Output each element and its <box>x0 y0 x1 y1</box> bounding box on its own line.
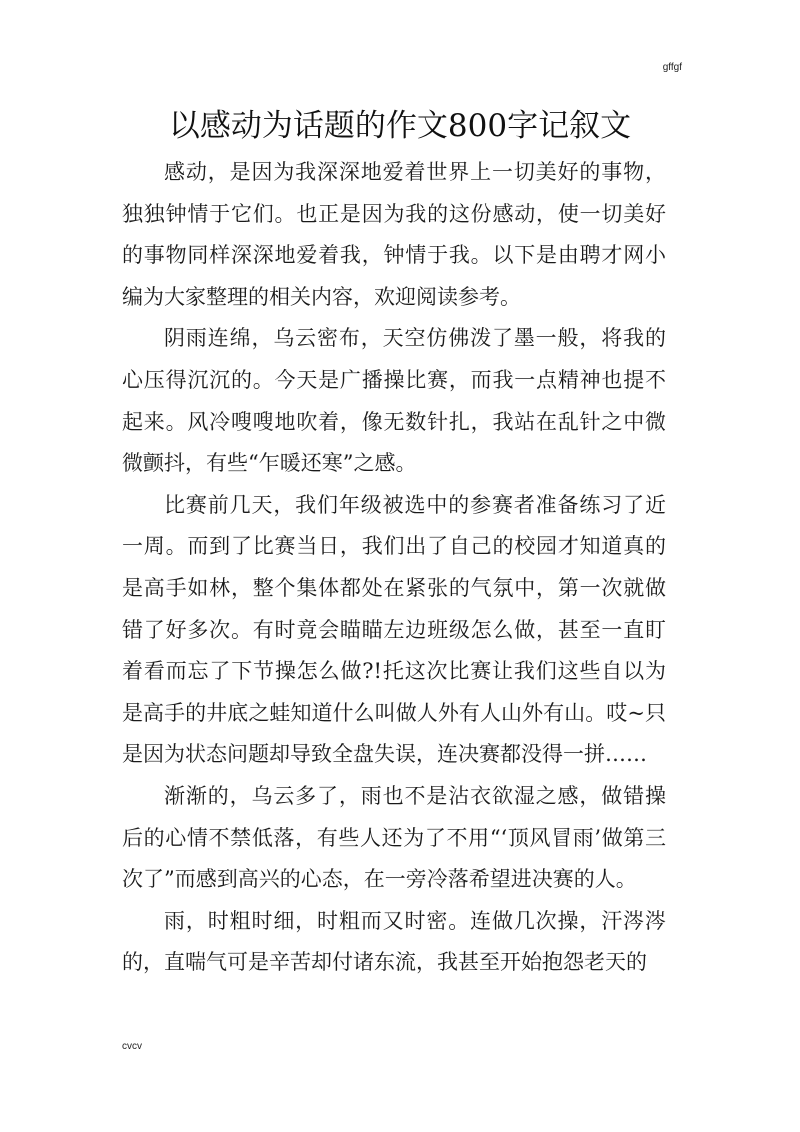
paragraph: 雨，时粗时细，时粗而又时密。连做几次操，汗涔涔的，直喘气可是辛苦却付诸东流，我甚至开始抱怨老天的 <box>122 908 666 975</box>
document-title: 以感动为话题的作文800字记叙文 <box>168 108 632 144</box>
paragraph: 比赛前几天，我们年级被选中的参赛者准备练习了近一周。而到了比赛当日，我们出了自己的校园才知道真的是高手如林，整个集体都处在紧张的气氛中，第一次就做错了好多次。有时竟会瞄瞄左边班级怎么做，甚至一直盯着看而忘了下节操怎么做?!托这次比赛让我们这些自以为是高手的井底之蛙知道什么叫做人外有人山外有山。哎~只是因为状态问题却导致全盘失误，连决赛都没得一拼…… <box>122 492 666 767</box>
document-body <box>122 152 666 984</box>
paragraph: 感动，是因为我深深地爱着世界上一切美好的事物，独独钟情于它们。也正是因为我的这份感动，使一切美好的事物同样深深地爱着我，钟情于我。以下是由聘才网小编为大家整理的相关内容，欢迎阅读参考。 <box>122 160 666 309</box>
paragraph: 阴雨连绵，乌云密布，天空仿佛泼了墨一般，将我的心压得沉沉的。今天是广播操比赛，而我一点精神也提不起来。风冷嗖嗖地吹着，像无数针扎，我站在乱针之中微微颤抖，有些“乍暖还寒”之感。 <box>122 326 666 476</box>
footer-mark: cvcv <box>122 1041 142 1052</box>
paragraph: 渐渐的，乌云多了，雨也不是沾衣欲湿之感，做错操后的心情不禁低落，有些人还为了不用“‘顶风冒雨’做第三次了”而感到高兴的心态，在一旁冷落希望进决赛的人。 <box>122 783 666 892</box>
header-mark: gffgf <box>662 62 682 73</box>
